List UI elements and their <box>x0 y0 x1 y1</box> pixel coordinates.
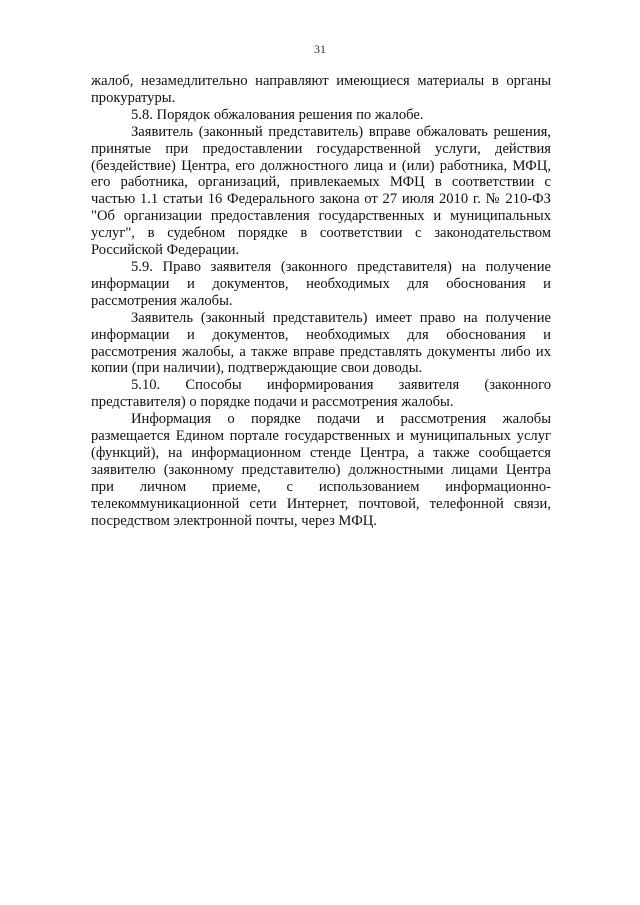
section-heading-5-8: 5.8. Порядок обжалования решения по жалобе. <box>131 106 424 123</box>
section-heading-5-9: 5.9. Право заявителя (законного представителя) на получение информации и документов, необходимых для обоснования и рассмотрения жалобы. <box>91 258 551 309</box>
page-number: 31 <box>314 42 326 56</box>
paragraph-continuation: жалоб, незамедлительно направляют имеющиеся материалы в органы прокуратуры. <box>91 73 551 106</box>
section-heading-5-10: 5.10. Способы информирования заявителя (законного представителя) о порядке подачи и рассмотрения жалобы. <box>91 377 551 411</box>
paragraph-right-to-information: Заявитель (законный представитель) имеет право на получение информации и документов, необходимых для обоснования и рассмотрения жалобы, а также вправе представлять документы либо их копии (при наличии), подтверждающие свои доводы. <box>91 309 551 377</box>
paragraph-informing-methods: Информация о порядке подачи и рассмотрения жалобы размещается Едином портале государственных и муниципальных услуг (функций), на информационном стенде Центра, а также сообщается заявителю (законному представителю) должностными лицами Центра при личном приеме, с использованием информационно-телекоммуникационной сети Интернет, почтовой, телефонной связи, посредством электронной почты, через МФЦ. <box>91 411 551 529</box>
document-body <box>91 73 551 529</box>
paragraph-appeal-decision: Заявитель (законный представитель) вправе обжаловать решения, принятые при предоставлении государственной услуги, действия (бездействие) Центра, его должностного лица и (или) работника, МФЦ, его работника, организаций, привлекаемых МФЦ в соответствии с частью 1.1 статьи 16 Федерального закона от 27 июля 2010 г. № 210-ФЗ "Об организации предоставления государственных и муниципальных услуг", в судебном порядке в соответствии с законодательством Российской Федерации. <box>91 123 551 259</box>
